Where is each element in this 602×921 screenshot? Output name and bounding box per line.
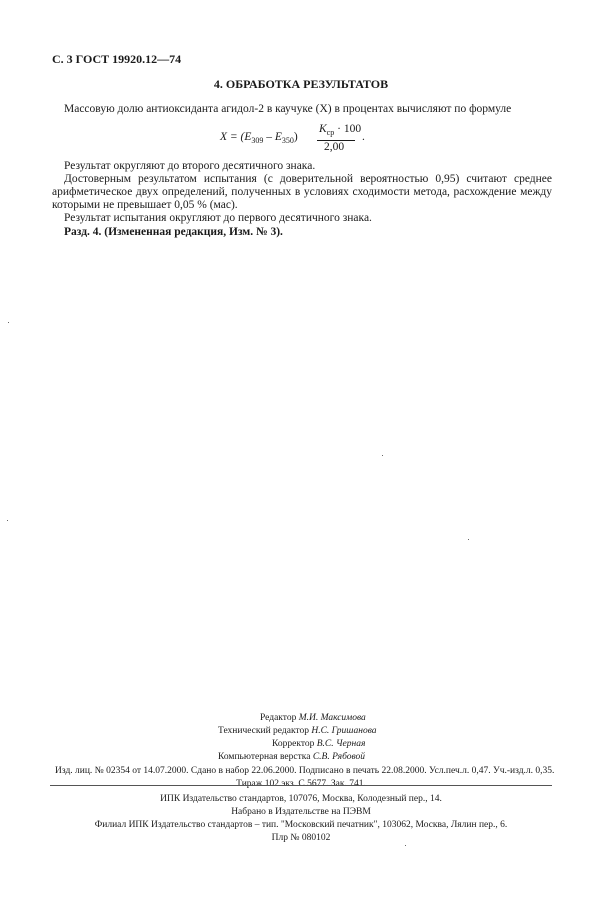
scan-speck: [468, 539, 469, 540]
formula: [220, 125, 420, 155]
formula-end: .: [362, 131, 365, 143]
section-title: 4. ОБРАБОТКА РЕЗУЛЬТАТОВ: [213, 77, 389, 91]
formula-denominator: 2,00: [324, 141, 345, 153]
paragraph-rounding: Результат округляют до второго десятичного знака.: [64, 160, 316, 172]
paragraph-reliable-line2: арифметическое двух определений, полученных в условиях сходимости метода, расхождение между: [52, 186, 552, 198]
imprint-line-5: Филиал ИПК Издательство стандартов – тип. "Московский печатник", 103062, Москва, Лялин пер., 6.: [94, 820, 508, 830]
intro-paragraph: Массовую долю антиоксиданта агидол-2 в каучуке (X) в процентах вычисляют по формуле: [64, 103, 512, 115]
paragraph-result-rounding: Результат испытания округляют до первого десятичного знака.: [64, 212, 372, 224]
imprint-line-3: ИПК Издательство стандартов, 107076, Москва, Колодезный пер., 14.: [160, 794, 442, 804]
imprint-line-4: Набрано в Издательстве на ПЭВМ: [231, 807, 371, 817]
credit-corrector: Корректор В.С. Черная: [272, 739, 366, 749]
amendment-note: Разд. 4. (Измененная редакция, Изм. № 3).: [64, 226, 283, 238]
credit-tech-editor: Технический редактор Н.С. Гришанова: [218, 726, 377, 736]
scan-speck: [382, 455, 383, 456]
divider: [50, 785, 552, 786]
paragraph-reliable-line1: Достоверным результатом испытания (с доверительной вероятностью 0,95) считают среднее: [64, 173, 552, 185]
credit-editor: Редактор М.И. Максимова: [260, 713, 366, 723]
scan-speck: [405, 845, 406, 846]
scan-speck: [8, 322, 9, 323]
scan-speck: [7, 520, 8, 521]
formula-lhs: $X = (E_{309} - E_{350})$: [220, 131, 298, 145]
paragraph-reliable-line3: которыми не превышает 0,05 % (мас).: [52, 199, 238, 211]
imprint-line-6: Плр № 080102: [271, 833, 331, 843]
formula-numerator: $K_{ср} \cdot 100$: [319, 123, 362, 137]
imprint-line-1: Изд. лиц. № 02354 от 14.07.2000. Сдано в набор 22.06.2000. Подписано в печать 22.08.2000. Усл.печ.л. 0,47. Уч.-изд.л. 0,35.: [55, 766, 555, 776]
imprint-line-2: Тираж 102 экз. С 5677. Зак. 741.: [236, 779, 366, 789]
page-header: С. 3 ГОСТ 19920.12—74: [52, 52, 182, 66]
credit-layout: Компьютерная верстка С.В. Рябовой: [218, 752, 365, 762]
